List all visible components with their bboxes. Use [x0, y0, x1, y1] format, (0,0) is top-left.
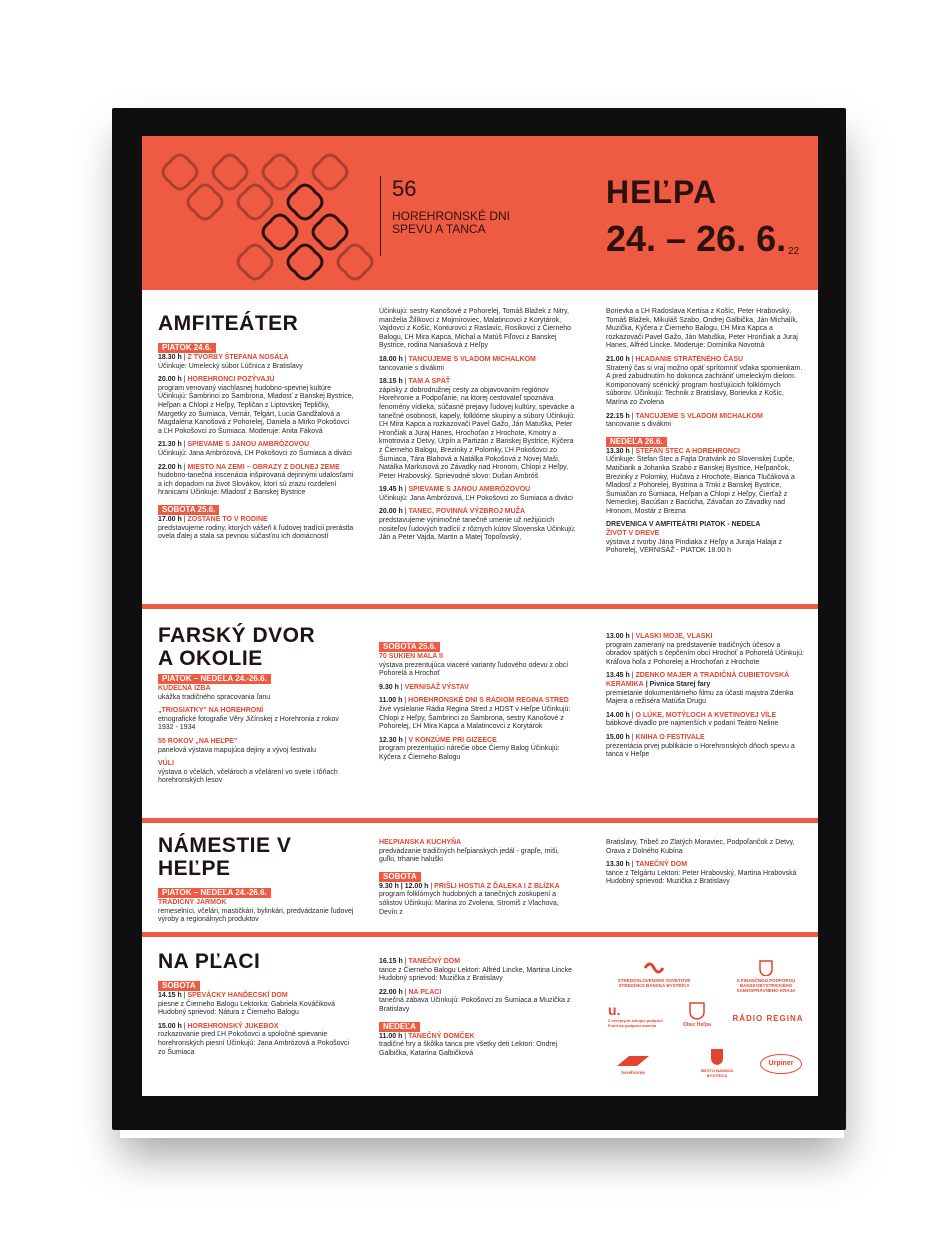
event-description: bábkové divadlo pre najmenších v podaní Teátro Neline: [606, 720, 779, 728]
event-description: panelová výstava mapujúca dejiny a vývoj festivalu: [158, 746, 316, 754]
event-title: VLASKI MOJE, VLASKI: [635, 633, 713, 640]
event-entry: 11.00 h | TANEČNÝ DOMČEK tradičné hry a škôlka tanca pre všetky deti Lektori: Ondrej Galbička, Katarína Galbičková: [379, 1032, 558, 1057]
event-entry: 20.00 h | HOREHRONCI POZÝVAJÚ program venovaný viachlasnej hudobno-spevnej kultúre Účinkujú: Šambrinci zo Šambrona, Mladosť z Banskej Bystrice, Heľpan a Chlopi z Heľpy, Tepličan z Liptovskej Tepličky, Margetky zo Šumiaca, Vernár, Telgárt, Lucia Gandžalová a Magdaléna Kanošová z Pohorelej, Daniela a Mirko Pokošovci a ĽH Pokošovci zo Šumiaca. Moderuje: Anita Fáková: [158, 376, 354, 435]
day-badge: SOBOTA: [379, 872, 421, 882]
event-entry: 9.30 h | 12.00 h | PRIŠLI HOSTIA Z ĎALEKA I Z BLÍZKA program folklórnych hudobných a tanečných zoskupení a sólistov Účinkujú: Marína zo Zvolena, Stromiš z Vlachova, Devín z: [379, 882, 560, 916]
event-entry: 21.30 h | SPIEVAME S JANOU AMBRÓZOVOU Účinkujú: Jana Ambrózová, ĽH Pokošovci zo Šumiaca a diváci: [158, 441, 352, 457]
event-description: Účinkujú: sestry Kanošové z Pohorelej, Tomáš Blažek z Nitry, manželia Žilíkovci z Mojmíroviec, Malatincovci z Korytárok, Vajdovci z Košíc, Konturovci z Raslavíc, Rosíkovci z Čierneho Balogu, ĽH Mira Kapca, Michal a Matúš Fiľovci z Banskej Bystrice, rodina Naniašová z Heľpy: [379, 308, 572, 350]
event-list: [606, 308, 804, 556]
poster: [142, 136, 818, 1096]
event-time: 11.00 h: [379, 1032, 403, 1040]
event-time: 18.30 h: [158, 354, 182, 361]
event-description: Účinkujú: Jana Ambrózová, ĽH Pokošovci zo Šumiaca a diváci: [379, 494, 573, 502]
event-list: [379, 308, 577, 543]
event-list: [158, 886, 354, 925]
helpa-crest-icon: [689, 1002, 705, 1020]
event-description: tancovanie s divákmi: [606, 421, 671, 429]
event-time: 14.15 h: [158, 992, 182, 999]
event-title: KUDEĽNÁ IZBA: [158, 685, 211, 692]
event-description: Účinkuje: Štefan Štec a Fajta Dratvárik zo Slovenskej Ľupče, Matičiarik a Johanka Szabó z Banskej Bystrice, Heľpančok, Brezinky z Polomky, Hučava z Hrochote, Bianca Tlučáková a Mladosť z Pohorelej, Bystrina a Trnki z Banskej Bystrice, Šumiačan zo Šumiaca, Heľpan a Chlopi z Heľpy, Čierťaž z Nemeckej, Bacúšan z Bacúcha, Závačan zo Závadky nad Hronom, Mostár z Brezna: [606, 456, 795, 515]
event-description: predvádzanie tradičných heľpianskych jedál - grapľe, miši, guľki, trhanie haluški: [379, 847, 559, 864]
event-entry: [606, 308, 804, 351]
event-list: [158, 672, 354, 786]
event-list: [379, 958, 577, 1058]
event-heading: DREVENICA V AMFITEÁTRI PIATOK - NEDEĽA: [606, 521, 761, 529]
banska-bystrica-logo: MESTO BANSKÁ BYSTRICA: [692, 1048, 742, 1078]
event-entry: 18.15 h | TAM A SPÄŤ zápisky z dobrodružnej cesty za objavovaním regiónov Horehronie a Podpoľanie, na ktorej cestovateľ spoznáva fenomény vídieka, súčasné prejavy ľudovej kultúry, spevácke a tanečné osobnosti, kapely, folklórne skupiny a súbory Účinkujú: ĽH Mira Kapca a rozkazovači Pavel Gažo, Ján Matuška, Peter Hrončiak a Juraj Hanes, Hrochoťan z Hrochote, Kmotry a kmotrovia z Detvy, Urpín a Partizán z Banskej Bystrice, Kýčera z Čierneho Balogu, Brezinky z Polomky, ĽH Pokošovci zo Šumiaca, Tára Blahová a Natálka Pokošová z Novej Maši, Natálka Markusová zo Závadky nad Hronom, Chlopi z Heľpy, Peter Hrabovský. Sprievodné slovo: Dušan Ambróš: [379, 378, 575, 480]
event-title: V KONZÚME PRI GIZEECE: [408, 736, 497, 744]
event-entry: 17.00 h | ZOSTANE TO V RODINE predstavujeme rodiny, ktorých vášeň k ľudovej tradícii prerástla ovela ďalej a stala sa pevnou súčasťou ich domácností: [158, 515, 354, 541]
event-entry: 16.15 h | TANEČNÝ DOM tance z Čierneho Balogu Lektori: Alfréd Lincke, Martina Lincke Hudobný sprievod: Muzička z Bratislavy: [379, 958, 572, 983]
event-list: [606, 839, 804, 887]
event-title: TAM A SPÄŤ: [408, 378, 451, 386]
event-description: remeselníci, včelári, mastičkári, bylinkári, predvádzanie ľudovej výroby a regionálnych produktov: [158, 907, 354, 924]
bbsk-logo: S FINANČNOU PODPOROU BANSKOBYSTRICKÉHO SAMOSPRÁVNEHO KRAJA: [720, 960, 812, 993]
soos-logo: STREDOSLOVENSKÉ OSVETOVÉ STREDISKO BANSKÁ BYSTRICA: [608, 960, 700, 988]
event-list: [379, 839, 577, 917]
event-entry: [606, 839, 804, 856]
event-description: premietanie dokumentárneho filmu za účasti majstra Zdenka Majera a režiséra Matúša Drugu: [606, 689, 794, 706]
event-title: HEĽPIANSKA KUCHYŇA: [379, 839, 462, 846]
event-time: 21.30 h: [158, 441, 182, 449]
event-entry: 13.00 h | VLASKI MOJE, VLASKI program zameraný na predstavenie tradičných účesov a obradov spätých s čepčením obcí Hrochoť a Pohorelá Účinkujú: Kráľova hoľa z Pohorelej a Hrochoťan z Hrochote: [606, 633, 804, 666]
event-entry: 18.30 h | Z TVORBY ŠTEFANA NOSÁĽA Účinkuje: Umelecký súbor Lúčnica z Bratislavy: [158, 354, 303, 370]
amfiteater-col-1: [158, 312, 354, 547]
event-entry: 11.00 h | HOREHRONSKÉ DNI S RÁDIOM REGINA STRED živé vysielanie Rádia Regina Stred z HDST v Heľpe Účinkujú: Chlopi z Heľpy, Šambrinci zo Šambrona, sestry Kanošové z Pohorelej, ĽH Mira Kapca a Malatincovci z Korytárok: [379, 697, 571, 731]
event-title: ZOSTANE TO V RODINE: [187, 515, 268, 523]
event-entry: 15.00 h | KNIHA O FESTIVALE prezentácia prvej publikácie o Horehronských dňoch spevu a tanca v Heľpe: [606, 733, 795, 759]
farsky-col-2: [379, 640, 577, 768]
event-entry: 22.00 h | NA PĽACI tanečná zábava Účinkujú: Pokošovci zo Šumiaca a Muzička z Bratislavy: [379, 988, 571, 1013]
header-banner: [142, 136, 818, 290]
event-entry: 14.15 h | SPEVÁCKY HANĎECSKÍ DOM piesne z Čierneho Balogu Lektorka: Gabriela Kováčiková Hudobný sprievod: Nátura z Čierneho Balogu: [158, 992, 336, 1017]
event-description: tance z Čierneho Balogu Lektori: Alfréd Lincke, Martina Lincke Hudobný sprievod: Muzička z Bratislavy: [379, 966, 572, 983]
event-title: Z TVORBY ŠTEFANA NOSÁĽA: [187, 354, 289, 361]
event-description: výstava prezentujúca viaceré varianty ľudového odevu z obcí Pohorelá a Hrochoť: [379, 661, 569, 678]
event-time: 22.00 h: [379, 988, 403, 996]
event-entry: 9.30 h | VERNISÁŽ VÝSTAV: [379, 683, 469, 691]
festival-name: HOREHRONSKÉ DNI SPEVU A TANCA: [392, 209, 511, 236]
event-description: etnografické fotografie Věry Jičínskej z Horehronia z rokov 1932 - 1934: [158, 715, 339, 732]
event-entry: 15.00 h | HOREHRONSKÝ JUKEBOX rozkazovanie pred ĽH Pokošovci a spoločné spievanie horehronských piesní Účinkujú: Jana Ambrózová a Pokošovci zo Šumiaca: [158, 1022, 350, 1056]
naplaci-col-2: [379, 958, 577, 1063]
day-badge: SOBOTA 25.6.: [158, 505, 219, 515]
event-title: TANCUJEME S VLADOM MICHALKOM: [408, 355, 536, 363]
event-list: [379, 640, 577, 763]
day-badge: PIATOK – NEDEĽA 24.-26.6.: [158, 888, 271, 898]
event-title: SPIEVAME S JANOU AMBRÓZOVOU: [408, 486, 531, 494]
event-entry: [158, 707, 354, 733]
event-time: 22.00 h: [158, 463, 182, 471]
festival-year: 22: [788, 246, 800, 257]
urpiner-logo: Urpiner: [760, 1054, 802, 1074]
event-description: program zameraný na predstavenie tradičných účesov a obradov spätých s čepčením obcí Hrochoť a Pohorelá Účinkujú: Kráľova hoľa z Pohorelej a Hrochoťan z Hrochote: [606, 641, 804, 666]
event-time: 9.30 h | 12.00 h: [379, 882, 429, 890]
event-list: [158, 341, 354, 542]
fpu-logo: u. Z verejných zdrojov podporil Fond na podporu umenia: [608, 1002, 663, 1028]
farsky-col-3: [606, 633, 804, 765]
event-title: „TRIOSIATKY" NA HOREHRONÍ: [158, 707, 264, 715]
event-title: TANEC, POVINNÁ VÝZBROJ MUŽA: [408, 508, 526, 516]
amfiteater-col-2: [379, 308, 577, 548]
radio-regina-logo: RÁDIO REGINA: [732, 1014, 804, 1023]
event-entry: [606, 521, 804, 555]
header-divider: [380, 176, 381, 256]
event-entry: [379, 308, 577, 351]
event-description: program prezentujúci nárečie obce Čierny Balog Účinkujú: Kýčera z Čierneho Balogu: [379, 745, 560, 761]
event-title: TANEČNÝ DOMČEK: [408, 1032, 475, 1040]
event-time: 11.00 h: [379, 697, 403, 705]
event-title: PRIŠLI HOSTIA Z ĎALEKA I Z BLÍZKA: [434, 882, 560, 890]
event-time: 13.30 h: [606, 447, 630, 455]
event-entry: [158, 685, 354, 702]
event-entry: 14.00 h | O LÚKE, MOTÝĽOCH A KVETINOVEJ VÍLE bábkové divadlo pre najmenších v podaní Teátro Neline: [606, 711, 779, 728]
section-title-farsky: FARSKÝ DVOR A OKOLIE: [158, 624, 316, 670]
event-description: výstava z tvorby Jána Pindiaka z Heľpy a Juraja Halaja z Pohorelej, VERNISÁŽ - PIATOK 18.00 h: [606, 538, 782, 555]
city-crest-icon: [710, 1048, 724, 1066]
event-title: 70 SUKIEN MALA II: [379, 653, 443, 660]
event-title: TANEČNÝ DOM: [635, 861, 688, 869]
event-title: ŽIVOT V DREVE: [606, 530, 660, 538]
event-time: 18.00 h: [379, 355, 403, 363]
namestie-col-1: [158, 834, 354, 930]
event-time: 22.15 h: [606, 412, 630, 420]
event-description: hudobno-tanečná inscenácia inšpirovaná dejinnými udalosťami a ich dopadom na život Slovákov, ktorí sú zrazu rozdelení hranicami Účinkuje: Mladosť z Banskej Bystrice: [158, 472, 354, 497]
event-description: živé vysielanie Rádia Regina Stred z HDST v Heľpe Účinkujú: Chlopi z Heľpy, Šambrinci zo Šambrona, sestry Kanošové z Pohorelej, ĽH Mira Kapca a Malatincovci z Korytárok: [379, 705, 571, 731]
edition-number: 56: [392, 176, 417, 201]
event-description: program venovaný viachlasnej hudobno-spevnej kultúre Účinkujú: Šambrinci zo Šambrona, Mladosť z Banskej Bystrice, Heľpan a Chlopi z Heľpy, Tepličan z Liptovskej Tepličky, Margetky zo Šumiaca, Vernár, Telgárt, Lucia Gandžalová a Magdaléna Kanošová z Pohorelej, Daniela a Mirko Pokošovci a ĽH Pokošovci zo Šumiaca. Moderuje: Anita Fáková: [158, 384, 354, 435]
event-description: Borievka a ĽH Radoslava Kertisa z Košíc, Peter Hrabovský, Tomáš Blažek, Mikuláš Szabo, Ondrej Galbička, Ján Michalík, Muzička, Kýčera z Čierneho Balogu, ĽH Mira Kapca a rozkazovači Pavel Gažo, Ján Matuška, Peter Hrončiak a Juraj Hanes, Alfréd Lincke. Moderuje: Dominika Novotná: [606, 308, 798, 350]
event-venue: | Pivnica Starej fary: [645, 680, 711, 688]
event-title: NA PĽACI: [408, 988, 442, 996]
event-title: HOREHRONSKÉ DNI S RÁDIOM REGINA STRED: [408, 697, 569, 705]
event-description: tance z Telgártu Lektori: Peter Hrabovský, Martina Hrabovská Hudobný sprievod: Muzička z Bratislavy: [606, 869, 797, 886]
soos-logo-icon: [643, 960, 665, 976]
day-badge: PIATOK 24.6.: [158, 343, 216, 353]
farsky-col-1: [158, 624, 354, 791]
event-entry: [158, 738, 354, 755]
event-title: HĽADANIE STRATENÉHO ČASU: [635, 355, 744, 363]
namestie-col-2: [379, 839, 577, 922]
event-title: HOREHRONSKÝ JUKEBOX: [187, 1022, 279, 1030]
event-title: MIESTO NA ZEMI – OBRAZY Z DOLNEJ ZEME: [187, 463, 340, 471]
horehronie-icon: [615, 1054, 651, 1068]
section-title-namestie: NÁMESTIE V HEĽPE: [158, 834, 292, 880]
event-description: tanečná zábava Účinkujú: Pokošovci zo Šumiaca a Muzička z Bratislavy: [379, 997, 571, 1013]
event-entry: 22.15 h | TANCUJEME S VLADOM MICHALKOM tancovanie s divákmi: [606, 412, 763, 429]
amfiteater-col-3: [606, 308, 804, 561]
section-divider: [142, 818, 818, 823]
folk-ornament-icon: [150, 142, 380, 282]
coat-of-arms-icon: [759, 960, 773, 976]
event-description: prezentácia prvej publikácie o Horehronských dňoch spevu a tanca v Heľpe: [606, 742, 795, 759]
event-description: Stratený čas si vraj možno opäť sprítomniť vďaka spomienkam. A pred zabudnutím ho dokonca zachrániť umeleckým dielom. Komponovaný scénický program hosťujúcich folklórnych súborov. Účinkujú: Technik z Bratislavy, Borievka z Košíc, Marína zo Zvolena: [606, 364, 803, 406]
event-entry: [158, 760, 354, 786]
event-description: výstava o včelách, včelároch a včelárení vo svete i tôňach horehronských lesov: [158, 768, 338, 785]
event-time: 17.00 h: [158, 515, 182, 523]
event-entry: 20.00 h | TANEC, POVINNÁ VÝZBROJ MUŽA predstavujeme výnimočné tanečné umenie už nežijúcich nositeľov ľudových tradícií z rôznych kútov Slovenska Účinkujú: Ján a Peter Vajda, Martin a Matej Topoľovský,: [379, 508, 576, 542]
event-title: KNIHA O FESTIVALE: [635, 733, 705, 741]
event-entry: [379, 653, 577, 679]
day-badge: NEDEĽA 26.6.: [606, 437, 667, 447]
helpa-logo: Obec Heľpa: [675, 1002, 719, 1028]
naplaci-col-1: [158, 950, 354, 1062]
event-description: predstavujeme výnimočné tanečné umenie už nežijúcich nositeľov ľudových tradícií z rôznych kútov Slovenska Účinkujú: Ján a Peter Vajda, Martin a Matej Topoľovský,: [379, 517, 576, 542]
event-list: [606, 633, 804, 760]
event-entry: 22.00 h | MIESTO NA ZEMI – OBRAZY Z DOLNEJ ZEME hudobno-tanečná inscenácia inšpirovaná dejinnými udalosťami a ich dopadom na život Slovákov, ktorí sú zrazu rozdelení hranicami Účinkuje: Mladosť z Banskej Bystrice: [158, 463, 354, 497]
event-entry: 13.45 h | ZDENKO MAJER A TRADIČNÁ CUBIETOVSKÁ KERAMIKA | Pivnica Starej fary premietanie dokumentárneho filmu za účasti majstra Zdenka Majera a režiséra Matúša Drugu: [606, 672, 794, 706]
event-time: 9.30 h: [379, 683, 399, 691]
event-time: 15.00 h: [606, 733, 630, 741]
event-entry: 21.00 h | HĽADANIE STRATENÉHO ČASU Stratený čas si vraj možno opäť sprítomniť vďaka spomienkam. A pred zabudnutím ho dokonca zachrániť umeleckým dielom. Komponovaný scénický program hosťujúcich folklórnych súborov. Účinkujú: Technik z Bratislavy, Borievka z Košíc, Marína zo Zvolena: [606, 355, 803, 406]
day-badge: SOBOTA: [158, 981, 200, 991]
event-time: 16.15 h: [379, 958, 403, 965]
event-entry: [158, 899, 354, 925]
event-list: [158, 979, 354, 1057]
event-description: tradičné hry a škôlka tanca pre všetky deti Lektori: Ondrej Galbička, Katarína Galbičková: [379, 1041, 558, 1057]
event-entry: 19.45 h | SPIEVAME S JANOU AMBRÓZOVOU Účinkujú: Jana Ambrózová, ĽH Pokošovci zo Šumiaca a diváci: [379, 486, 573, 502]
event-description: Účinkujú: Jana Ambrózová, ĽH Pokošovci zo Šumiaca a diváci: [158, 449, 352, 457]
event-time: 13.45 h: [606, 672, 630, 680]
namestie-col-3: [606, 839, 804, 892]
event-time: 20.00 h: [158, 376, 182, 384]
event-description: program folklórnych hudobných a tanečných zoskupení a sólistov Účinkujú: Marína zo Zvolena, Stromiš z Vlachova, Devín z: [379, 891, 559, 916]
event-title: ŠTEFAN ŠTEC A HOREHRONCI: [635, 447, 740, 455]
section-title-amfiteater: AMFITEÁTER: [158, 312, 299, 335]
event-title: TRADIČNÝ JARMOK: [158, 899, 227, 906]
event-description: zápisky z dobrodružnej cesty za objavovaním regiónov Horehronie a Podpoľanie, na ktorej cestovateľ spoznáva fenomény vídieka, súčasné prejavy ľudovej kultúry, spevácke a tanečné osobnosti, kapely, folklórne skupiny a súbory Účinkujú: ĽH Mira Kapca a rozkazovači Pavel Gažo, Ján Matuška, Peter Hrončiak a Juraj Hanes, Hrochoťan z Hrochote, Kmotry a kmotrovia z Detvy, Urpín a Partizán z Banskej Bystrice, Kýčera z Čierneho Balogu, Brezinky z Polomky, ĽH Pokošovci zo Šumiaca, Tára Blahová a Natálka Pokošová z Novej Maši, Natálka Markusová zo Závadky nad Hronom, Chlopi z Heľpy, Peter Hrabovský. Sprievodné slovo: Dušan Ambróš: [379, 386, 575, 480]
event-description: piesne z Čierneho Balogu Lektorka: Gabriela Kováčiková Hudobný sprievod: Nátura z Čierneho Balogu: [158, 1000, 336, 1017]
event-description: Bratislavy, Tribeč zo Zlatých Moraviec, Podpoľančok z Detvy, Orava z Dolného Kubína: [606, 839, 795, 855]
event-time: 21.00 h: [606, 355, 630, 363]
event-description: Účinkuje: Umelecký súbor Lúčnica z Bratislavy: [158, 362, 303, 370]
event-time: 15.00 h: [158, 1022, 182, 1030]
event-time: 12.30 h: [379, 736, 403, 744]
event-entry: 12.30 h | V KONZÚME PRI GIZEECE program prezentujúci nárečie obce Čierny Balog Účinkujú: Kýčera z Čierneho Balogu: [379, 736, 560, 761]
event-description: predstavujeme rodiny, ktorých vášeň k ľudovej tradícii prerástla ovela ďalej a stala sa pevnou súčasťou ich domácností: [158, 524, 354, 541]
event-time: 13.30 h: [606, 861, 630, 869]
event-title: HOREHRONCI POZÝVAJÚ: [187, 376, 275, 384]
event-time: 13.00 h: [606, 633, 630, 640]
event-time: 20.00 h: [379, 508, 403, 516]
event-title: TANEČNÝ DOM: [408, 958, 461, 965]
event-title: SPEVÁCKY HANĎECSKÍ DOM: [187, 992, 288, 999]
event-entry: 18.00 h | TANCUJEME S VLADOM MICHALKOM tancovanie s divákmi: [379, 355, 536, 372]
horehronie-logo: horehronie: [608, 1054, 658, 1075]
event-description: rozkazovanie pred ĽH Pokošovci a spoločné spievanie horehronských piesní Účinkujú: Jana Ambrózová a Pokošovci zo Šumiaca: [158, 1031, 350, 1056]
event-title: ZDENKO MAJER A TRADIČNÁ CUBIETOVSKÁ KERAMIKA: [606, 672, 790, 688]
event-time: 19.45 h: [379, 486, 403, 494]
day-badge: NEDEĽA: [379, 1022, 420, 1032]
event-title: SPIEVAME S JANOU AMBRÓZOVOU: [187, 441, 310, 449]
event-title: 55 ROKOV „NA HEĽPE": [158, 737, 238, 745]
section-title-naplaci: NA PĽACI: [158, 950, 261, 973]
section-divider: [142, 604, 818, 609]
event-entry: 13.30 h | ŠTEFAN ŠTEC A HOREHRONCI Účinkuje: Štefan Štec a Fajta Dratvárik zo Slovenskej Ľupče, Matičiarik a Johanka Szabó z Banskej Bystrice, Heľpančok, Brezinky z Polomky, Hučava z Hrochote, Bianca Tlučáková a Mladosť z Pohorelej, Bystrina a Trnki z Banskej Bystrice, Šumiačan zo Šumiaca, Heľpan a Chlopi z Heľpy, Čierťaž z Nemeckej, Bacúšan z Bacúcha, Závačan zo Závadky nad Hronom, Mostár z Brezna: [606, 447, 795, 515]
day-badge: SOBOTA 25.6.: [379, 642, 440, 652]
event-time: 18.15 h: [379, 378, 403, 386]
event-entry: 13.30 h | TANEČNÝ DOM tance z Telgártu Lektori: Peter Hrabovský, Martina Hrabovská Hudobný sprievod: Muzička z Bratislavy: [606, 861, 797, 886]
event-time: 14.00 h: [606, 711, 630, 719]
event-title: O LÚKE, MOTÝĽOCH A KVETINOVEJ VÍLE: [635, 711, 777, 719]
event-description: ukážka tradičného spracovania ľanu: [158, 693, 271, 701]
event-entry: [379, 839, 577, 865]
event-title: VÚLI: [158, 760, 174, 768]
event-title: TANCUJEME S VLADOM MICHALKOM: [635, 412, 763, 420]
day-badge: PIATOK – NEDEĽA 24.-26.6.: [158, 674, 271, 684]
festival-dates: 24. – 26. 6.: [606, 218, 787, 259]
town-name: HEĽPA: [606, 174, 718, 210]
section-divider: [142, 932, 818, 937]
event-description: tancovanie s divákmi: [379, 364, 444, 372]
event-title: VERNISÁŽ VÝSTAV: [404, 683, 469, 691]
